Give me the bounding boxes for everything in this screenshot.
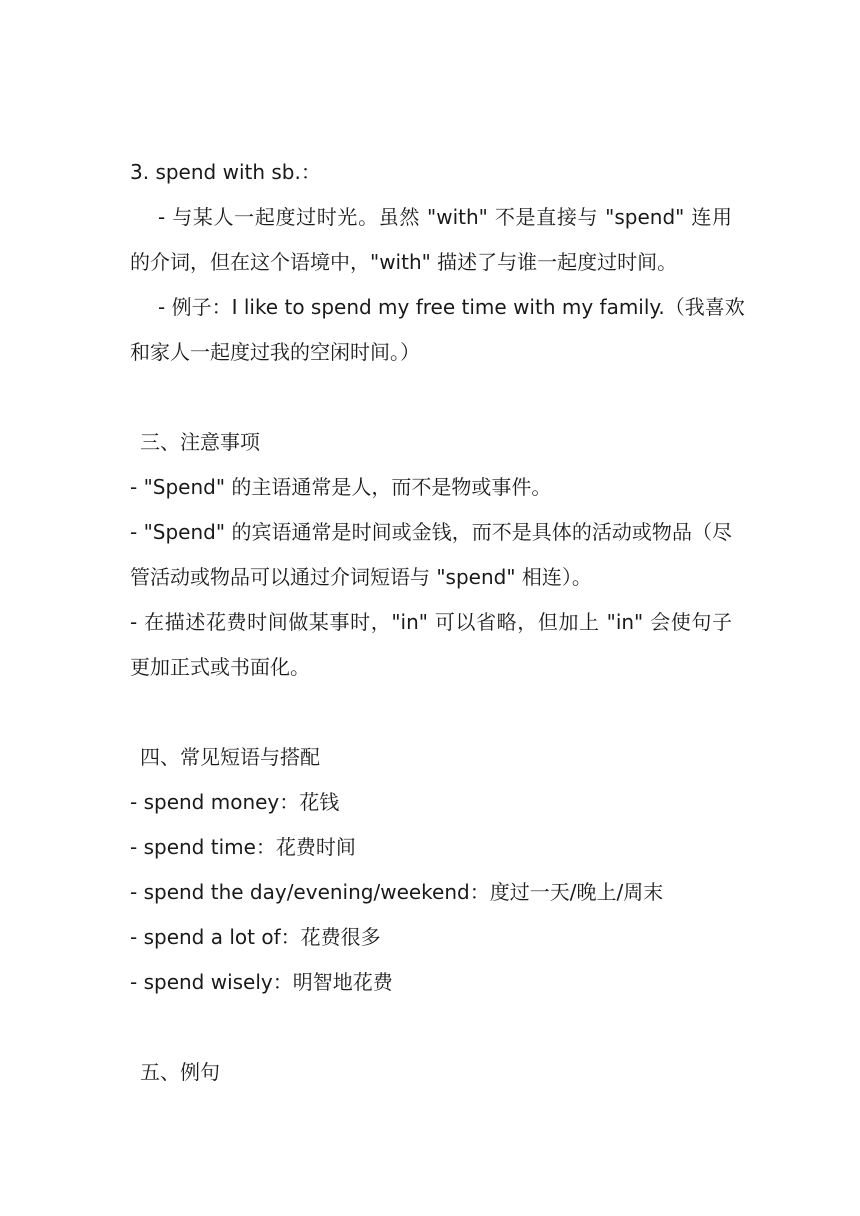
note-item-continued: 管活动或物品可以通过介词短语与 "spend" 相连）。	[130, 565, 592, 589]
spacer	[130, 375, 732, 420]
phrase-item: - spend money：花钱	[130, 790, 340, 814]
meaning-text-continued: 的介词，但在这个语境中，"with" 描述了与谁一起度过时间。	[130, 250, 678, 274]
section-heading-phrases: 四、常见短语与搭配	[140, 745, 320, 769]
note-item: - "Spend" 的宾语通常是时间或金钱，而不是具体的活动或物品（尽	[130, 520, 732, 544]
note-item-continued: 更加正式或书面化。	[130, 655, 310, 679]
phrase-item: - spend time：花费时间	[130, 835, 356, 859]
spacer	[130, 1005, 732, 1050]
spacer	[130, 690, 732, 735]
section-heading-notes: 三、注意事项	[140, 430, 260, 454]
note-item: - "Spend" 的主语通常是人，而不是物或事件。	[130, 475, 552, 499]
meaning-text: - 与某人一起度过时光。虽然 "with" 不是直接与 "spend" 连用	[158, 205, 732, 229]
example-text-continued: 和家人一起度过我的空闲时间。）	[130, 340, 420, 364]
document-page	[130, 150, 745, 1095]
note-item: - 在描述花费时间做某事时，"in" 可以省略，但加上 "in" 会使句子	[130, 610, 732, 634]
phrase-item: - spend a lot of：花费很多	[130, 925, 381, 949]
phrase-item: - spend wisely：明智地花费	[130, 970, 393, 994]
example-text: - 例子：I like to spend my free time with my family.（我喜欢	[158, 295, 745, 319]
section-heading-examples: 五、例句	[140, 1060, 220, 1084]
phrase-item: - spend the day/evening/weekend：度过一天/晚上/周末	[130, 880, 664, 904]
item-title: 3. spend with sb.：	[130, 160, 321, 184]
